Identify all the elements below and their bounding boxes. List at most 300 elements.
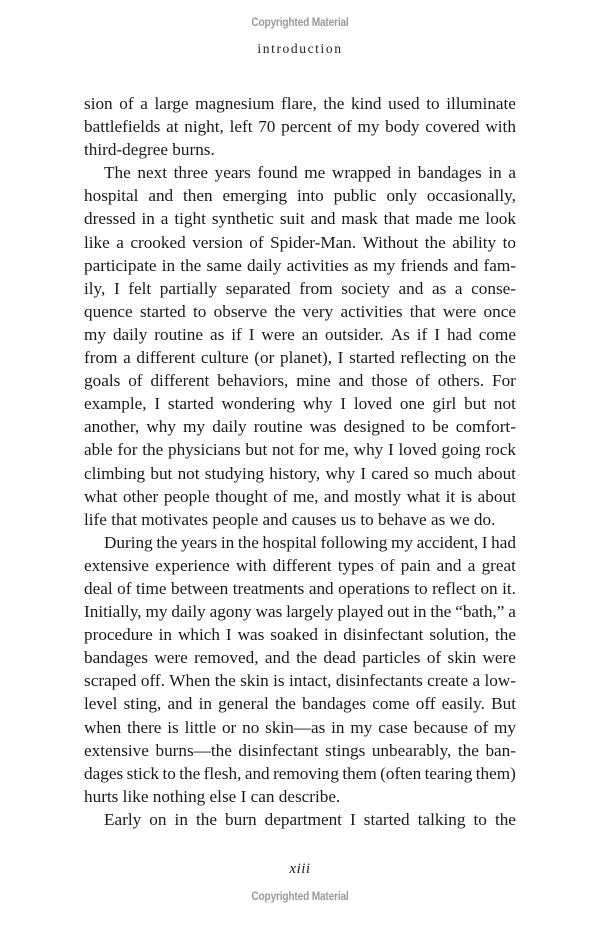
word: to <box>414 578 428 598</box>
word: extensive <box>84 740 149 760</box>
text-line <box>84 346 516 369</box>
word: bandages <box>417 163 482 183</box>
word: thought <box>215 486 268 506</box>
word: left <box>229 117 253 137</box>
word: the <box>180 255 202 275</box>
word: off <box>415 694 436 714</box>
word: Spider-Man. <box>270 232 357 252</box>
word: the <box>296 648 318 668</box>
text-line <box>84 231 516 254</box>
word: little <box>184 717 217 737</box>
word: separated <box>225 278 291 298</box>
word: tearing <box>424 763 473 783</box>
word: third-degree burns. <box>84 140 215 160</box>
word: not <box>272 440 295 460</box>
word: and <box>453 255 479 275</box>
word: years <box>180 532 218 552</box>
word: the <box>156 532 178 552</box>
word: as <box>431 278 447 298</box>
text-line <box>84 808 516 831</box>
word: body <box>385 117 420 137</box>
word: the <box>430 602 452 622</box>
word: low- <box>484 671 516 691</box>
word: types <box>337 555 374 575</box>
word: if <box>416 324 428 344</box>
running-head: introduction <box>257 41 343 56</box>
word: rock <box>485 440 516 460</box>
word: the <box>424 232 446 252</box>
word: 70 <box>258 117 276 137</box>
word: time <box>135 578 167 598</box>
paragraph <box>84 808 516 831</box>
word: next <box>137 163 167 183</box>
page-number-folio: xiii <box>289 861 311 877</box>
word: in <box>488 163 502 183</box>
word: why <box>325 463 356 483</box>
word: was <box>237 625 265 645</box>
word: between <box>170 578 229 598</box>
word: other <box>122 486 159 506</box>
text-line <box>84 646 516 669</box>
word: (often <box>380 763 422 783</box>
word: disinfectant <box>343 625 424 645</box>
word: and <box>436 555 462 575</box>
text-line <box>84 254 516 277</box>
word: not <box>177 463 200 483</box>
word: mine <box>296 371 331 391</box>
text-line <box>84 554 516 577</box>
word: me <box>458 209 480 229</box>
text-line <box>84 785 516 808</box>
word: scraped <box>84 671 137 691</box>
word: goals <box>84 371 121 391</box>
word: largely <box>286 602 334 622</box>
word: there <box>127 717 162 737</box>
word: found <box>257 163 298 183</box>
word: illuminate <box>446 94 516 113</box>
word: reflecting <box>400 348 467 368</box>
word: agony <box>209 602 252 622</box>
word: case <box>378 717 408 737</box>
word: burns—the <box>155 740 232 760</box>
word: a <box>160 209 169 229</box>
text-line <box>84 184 516 207</box>
word: about <box>477 486 516 506</box>
word: department <box>264 809 342 829</box>
word: reflect <box>432 578 476 598</box>
word: society <box>341 278 390 298</box>
word: Initially, <box>84 602 142 622</box>
word: observe <box>213 301 268 321</box>
word: my <box>145 602 168 622</box>
word: accident, <box>416 532 479 552</box>
word: them) <box>475 763 516 783</box>
word: one <box>399 394 425 414</box>
word: particles <box>362 648 421 668</box>
word: I <box>360 463 367 483</box>
word: were <box>442 301 477 321</box>
word: occasionally, <box>426 186 516 206</box>
text-line <box>84 300 516 323</box>
word: a <box>116 232 124 252</box>
word: “bath,” <box>455 602 505 622</box>
word: if <box>231 324 242 344</box>
word: on <box>472 348 490 368</box>
text-line <box>84 692 516 715</box>
text-line <box>84 577 516 600</box>
word: of <box>426 648 442 668</box>
word: as <box>209 324 225 344</box>
word: activities <box>286 255 349 275</box>
word: and <box>323 486 349 506</box>
word: of <box>473 717 489 737</box>
word: started <box>363 809 410 829</box>
word: the <box>457 740 479 760</box>
word: but <box>150 463 173 483</box>
word: or <box>221 717 237 737</box>
word: ability <box>452 232 497 252</box>
text-line <box>84 207 516 230</box>
word: the <box>495 625 516 645</box>
word: once <box>483 301 516 321</box>
word: the <box>494 809 516 829</box>
word: crooked <box>130 232 186 252</box>
word: come <box>478 324 516 344</box>
word: fam- <box>483 255 516 275</box>
word: and <box>338 371 364 391</box>
word: in <box>331 717 345 737</box>
word: the <box>494 348 516 368</box>
word: it <box>445 486 456 506</box>
word: I <box>481 532 488 552</box>
word: But <box>491 694 516 714</box>
word: to <box>473 809 487 829</box>
word: activities <box>340 301 403 321</box>
text-line <box>84 92 516 115</box>
paragraph <box>84 531 516 808</box>
word: example, <box>84 394 147 414</box>
word: Early <box>104 809 142 829</box>
word: going <box>441 440 481 460</box>
word: and <box>264 648 290 668</box>
word: general <box>218 694 269 714</box>
word: dead <box>323 648 356 668</box>
word: a <box>123 348 131 368</box>
word: same <box>206 255 242 275</box>
text-line <box>84 462 516 485</box>
word: why <box>302 394 333 414</box>
word: (or <box>254 348 275 368</box>
word: that <box>409 301 436 321</box>
word: made <box>415 209 453 229</box>
word: hospital <box>84 186 139 206</box>
word: the <box>323 94 345 113</box>
word: sting, <box>123 694 162 714</box>
text-line <box>84 623 516 646</box>
word: when <box>84 717 122 737</box>
word: procedure <box>84 625 153 645</box>
word: three <box>173 163 208 183</box>
word: battlefields <box>84 117 161 137</box>
word: skin—as <box>265 717 326 737</box>
word: had <box>446 324 472 344</box>
word: with <box>235 555 267 575</box>
word: the <box>195 809 217 829</box>
word: another, <box>84 417 140 437</box>
word: intact, <box>288 671 332 691</box>
word: loved <box>353 394 392 414</box>
word: were <box>482 648 516 668</box>
word: create <box>427 671 469 691</box>
word: able <box>84 440 113 460</box>
word: bandages <box>84 648 148 668</box>
text-line <box>84 669 516 692</box>
word: an <box>301 324 319 344</box>
word: conse- <box>471 278 516 298</box>
word: others. <box>437 371 485 391</box>
word: quence <box>84 301 133 321</box>
word: from <box>84 348 118 368</box>
word: of <box>337 117 352 137</box>
word: ban- <box>485 740 516 760</box>
word: daily <box>212 417 247 437</box>
word: started <box>167 394 214 414</box>
word: like <box>84 232 110 252</box>
word: to <box>426 94 440 113</box>
word: of <box>273 486 288 506</box>
word: magnesium <box>195 94 275 113</box>
word: used <box>388 94 420 113</box>
word: a <box>454 278 463 298</box>
word: great <box>481 555 516 575</box>
word: is <box>167 717 179 737</box>
word: kind <box>350 94 382 113</box>
word: were <box>154 648 188 668</box>
word: the <box>274 694 296 714</box>
word: I <box>248 324 255 344</box>
text-line <box>84 138 516 161</box>
word: that <box>383 209 410 229</box>
word: started <box>349 348 395 368</box>
word: wrapped <box>331 163 392 183</box>
word: burn <box>225 809 257 829</box>
word: a <box>467 555 476 575</box>
word: people <box>163 486 210 506</box>
word: them <box>342 763 377 783</box>
word: me, <box>293 486 319 506</box>
word: I <box>350 809 356 829</box>
word: When <box>169 671 211 691</box>
copyrighted-material-watermark-top: Copyrighted Material <box>251 17 349 29</box>
word: I <box>337 348 344 368</box>
word: to <box>502 232 516 252</box>
word: to <box>162 763 176 783</box>
word: what <box>406 486 441 506</box>
word: but <box>464 394 487 414</box>
word: was <box>255 602 283 622</box>
text-line <box>84 485 516 508</box>
word: be <box>432 417 449 437</box>
word: routine <box>253 417 303 437</box>
word: in <box>413 602 427 622</box>
word: the <box>214 671 236 691</box>
word: solution, <box>429 625 490 645</box>
word: disinfectants <box>335 671 423 691</box>
text-line <box>84 531 516 554</box>
word: emerging <box>222 186 288 206</box>
word: public <box>333 186 377 206</box>
word: which <box>177 625 220 645</box>
word: outsider. <box>324 324 384 344</box>
word: As <box>390 324 410 344</box>
word: it. <box>502 578 516 598</box>
word: sion <box>84 94 113 113</box>
word: The <box>104 163 131 183</box>
word: easily. <box>441 694 485 714</box>
word: in <box>161 255 176 275</box>
word: version <box>192 232 243 252</box>
word: covered <box>425 117 480 137</box>
word: a <box>508 602 516 622</box>
text-line <box>84 369 516 392</box>
word: and <box>167 694 193 714</box>
word: daily <box>171 602 206 622</box>
word: my <box>183 417 206 437</box>
word: to <box>411 417 426 437</box>
word: loved <box>398 440 437 460</box>
word: felt <box>128 278 152 298</box>
word: removed, <box>194 648 259 668</box>
word: because <box>413 717 469 737</box>
word: I <box>225 625 232 645</box>
word: my <box>391 532 413 552</box>
word: tight <box>174 209 206 229</box>
word: ily, <box>84 278 106 298</box>
word: much <box>434 463 473 483</box>
word: not <box>493 394 516 414</box>
word: I <box>434 324 440 344</box>
word: why <box>146 417 176 437</box>
word: removing <box>273 763 339 783</box>
paragraph <box>84 161 516 531</box>
text-line <box>84 438 516 461</box>
word: deal <box>84 578 113 598</box>
word: and <box>308 578 334 598</box>
word: a <box>140 94 148 113</box>
word: at <box>166 117 179 137</box>
text-line <box>84 739 516 762</box>
word: flesh, <box>203 763 242 783</box>
word: unbearably, <box>371 740 452 760</box>
word: those <box>371 371 408 391</box>
word: started <box>139 301 186 321</box>
word: only <box>386 186 417 206</box>
word: participate <box>84 255 157 275</box>
word: but <box>245 440 268 460</box>
word: culture <box>200 348 249 368</box>
word: synthetic <box>211 209 274 229</box>
word: extensive <box>84 555 149 575</box>
word: come <box>372 694 410 714</box>
word: talking <box>417 809 466 829</box>
word: For <box>492 371 516 391</box>
word: During <box>104 532 153 552</box>
word: and <box>244 763 270 783</box>
word: for <box>117 440 138 460</box>
word: different <box>136 348 196 368</box>
word: I <box>388 440 394 460</box>
word: mostly <box>354 486 402 506</box>
word: and <box>148 186 174 206</box>
word: flare, <box>280 94 317 113</box>
text-line <box>84 716 516 739</box>
word: behaviors, <box>217 371 289 391</box>
word: in <box>397 163 412 183</box>
word: dressed <box>84 209 136 229</box>
word: and <box>310 209 336 229</box>
body-text-block <box>84 92 516 831</box>
word: stings <box>325 740 366 760</box>
word: mask <box>341 209 378 229</box>
word: in <box>158 625 173 645</box>
word: different <box>272 555 332 575</box>
text-line <box>84 323 516 346</box>
word: of <box>119 94 134 113</box>
word: different <box>150 371 210 391</box>
paragraph <box>84 92 516 161</box>
word: I <box>340 394 346 414</box>
word: comfort- <box>455 417 516 437</box>
word: dages <box>84 763 124 783</box>
text-line <box>84 762 516 785</box>
word: life that motivates people and causes us to behave as we do. <box>84 509 496 529</box>
word: played <box>337 602 384 622</box>
word: my <box>84 324 106 344</box>
word: stick <box>126 763 160 783</box>
word: treatments <box>232 578 305 598</box>
word: friends <box>400 255 449 275</box>
word: planet), <box>279 348 333 368</box>
word: my <box>494 717 516 737</box>
word: daily <box>247 255 282 275</box>
word: was <box>309 417 337 437</box>
word: the <box>274 301 296 321</box>
word: I <box>154 394 161 414</box>
word: large <box>154 94 189 113</box>
word: out <box>387 602 410 622</box>
text-line <box>84 600 516 623</box>
word: on <box>149 809 167 829</box>
word: with <box>485 117 516 137</box>
word: what <box>84 486 118 506</box>
word: for <box>298 440 319 460</box>
word: operations <box>338 578 410 598</box>
word: from <box>299 278 333 298</box>
word: so <box>413 463 430 483</box>
word: disinfectant <box>238 740 319 760</box>
word: in <box>198 694 212 714</box>
word: a <box>508 163 516 183</box>
word: bandages <box>302 694 367 714</box>
word: of <box>117 578 132 598</box>
word: daily <box>112 324 148 344</box>
word: skin <box>240 671 269 691</box>
word: soaked <box>270 625 318 645</box>
word: experience <box>155 555 230 575</box>
word: I <box>113 278 120 298</box>
word: why <box>353 440 384 460</box>
word: of <box>415 371 430 391</box>
